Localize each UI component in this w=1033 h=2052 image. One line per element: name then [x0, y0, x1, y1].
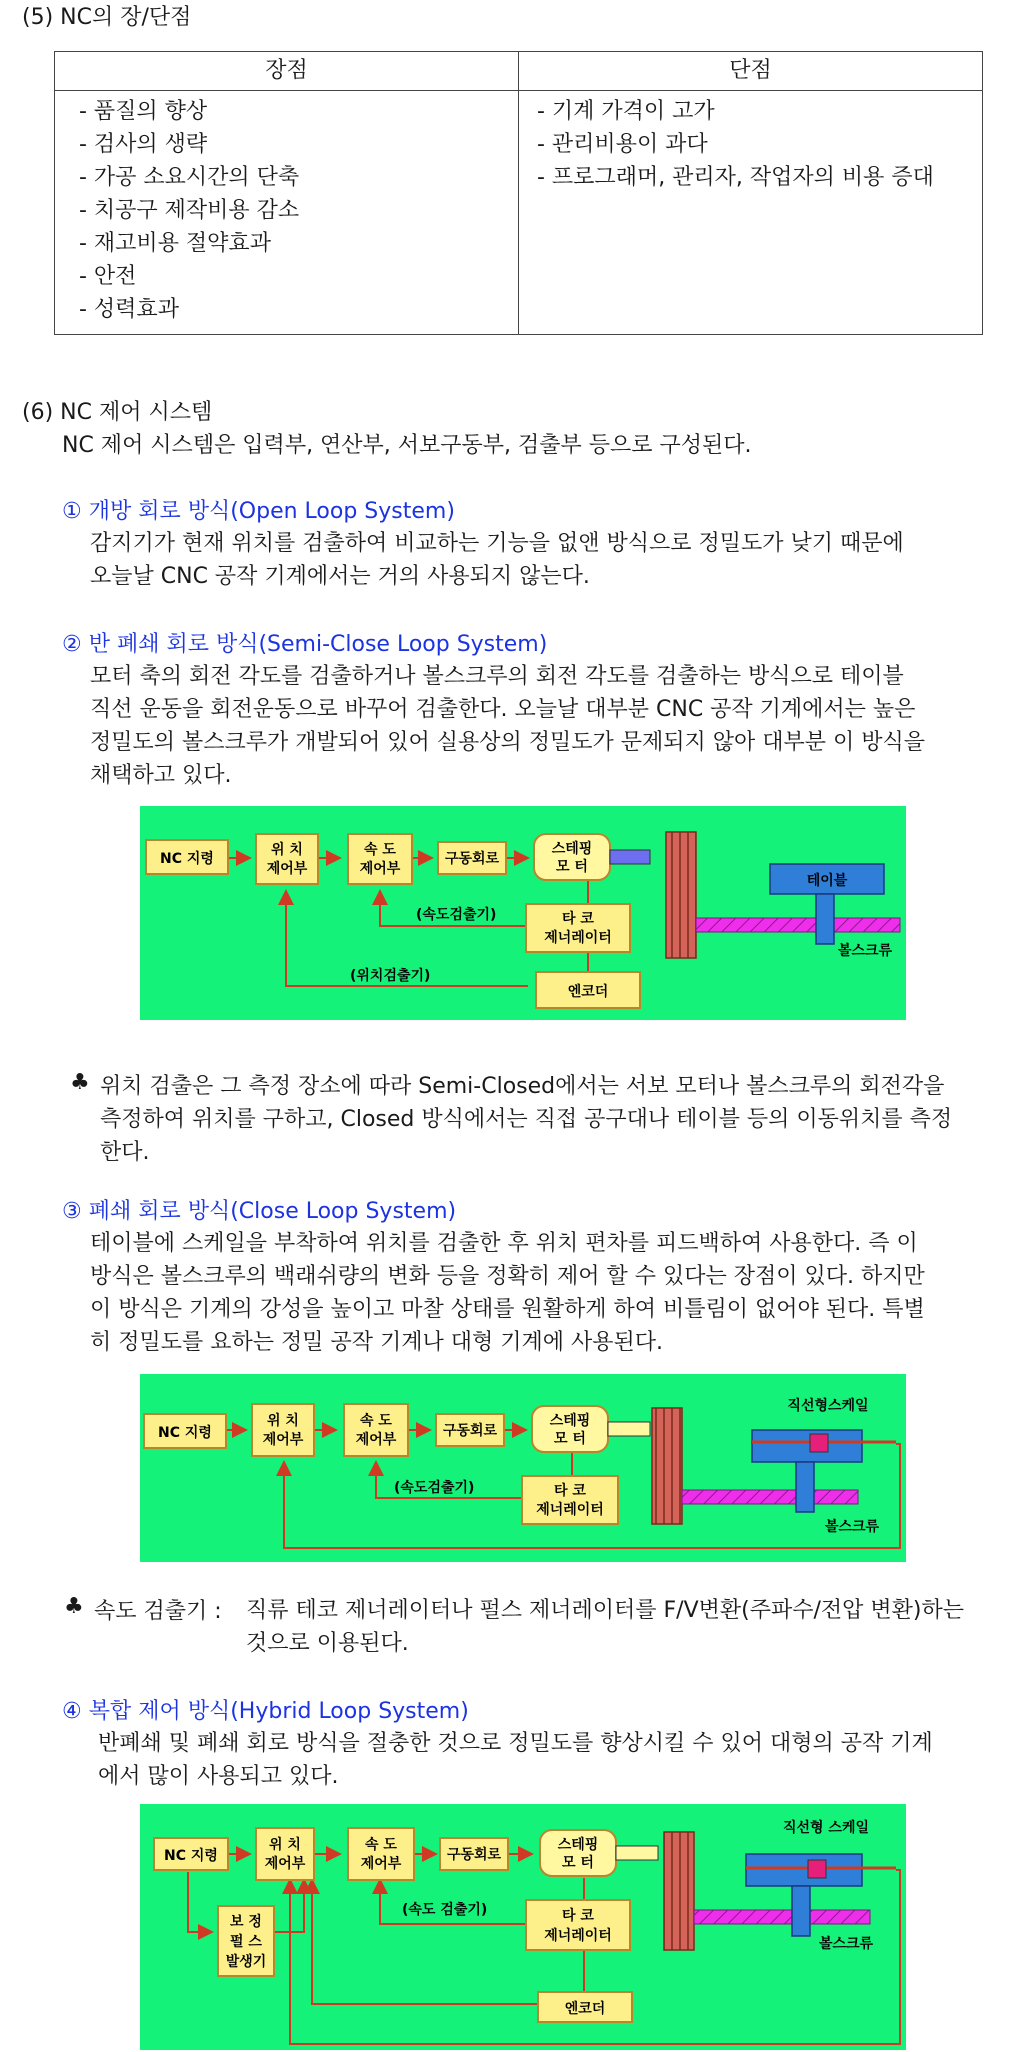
- speed-controller-label: 제어부: [355, 1432, 397, 1448]
- semi-loop-text: [90, 660, 925, 792]
- pros-cons-table: [54, 51, 983, 335]
- list-item: - 기계 가격이 고가: [537, 99, 715, 124]
- list-item: - 치공구 제작비용 감소: [79, 198, 300, 223]
- speed-detector-definition: [246, 1594, 964, 1660]
- text-line: 측정하여 위치를 구하고, Closed 방식에서는 직접 공구대나 테이블 등의 이동위치를 측정: [100, 1107, 953, 1132]
- text-line: 위치 검출은 그 측정 장소에 따라 Semi-Closed에서는 서보 모터나 볼스크루의 회전각을: [100, 1074, 945, 1099]
- section-6-intro: NC 제어 시스템은 입력부, 연산부, 서보구동부, 검출부 등으로 구성된다.: [62, 433, 752, 458]
- nc-command-label: NC 지령: [158, 1425, 212, 1441]
- ball-screw-label: 볼스크류: [818, 1936, 874, 1952]
- position-detector-label: (위치검출기): [350, 968, 431, 984]
- disadvantages-cell: [519, 91, 983, 335]
- semi-closed-loop-diagram: [140, 806, 906, 1020]
- linear-scale-label: 직선형스케일: [787, 1398, 869, 1414]
- club-bullet-icon: ♣: [64, 1594, 84, 1619]
- table-support: [816, 894, 834, 944]
- text-line: 테이블에 스케일을 부착하여 위치를 검출한 후 위치 편차를 피드백하여 사용한다. 즉 이: [90, 1231, 918, 1256]
- table-support: [792, 1886, 810, 1936]
- coupling: [666, 832, 696, 958]
- text-line: 감지기가 현재 위치를 검출하여 비교하는 기능을 없앤 방식으로 정밀도가 낮기 때문에: [90, 531, 904, 556]
- text-line: 모터 축의 회전 각도를 검출하거나 볼스크루의 회전 각도를 검출하는 방식으로 테이블: [90, 664, 904, 689]
- position-controller-label: 위 치: [267, 1413, 299, 1429]
- text-line: 정밀도의 볼스크루가 개발되어 있어 실용상의 정밀도가 문제되지 않아 대부분 이 방식을: [90, 730, 926, 755]
- motor-shaft: [610, 850, 650, 864]
- list-item: - 재고비용 절약효과: [79, 231, 271, 256]
- speed-controller-label: 제어부: [359, 861, 401, 877]
- drive-circuit-label: 구동회로: [444, 851, 500, 867]
- speed-detector-label: (속도검출기): [416, 907, 497, 923]
- text-line: 것으로 이용된다.: [246, 1631, 409, 1656]
- position-controller-label: 제어부: [266, 861, 308, 877]
- open-loop-text: [90, 527, 904, 593]
- list-item: - 관리비용이 과다: [537, 132, 708, 157]
- table-support: [796, 1462, 814, 1512]
- pulse-generator-label: 발생기: [225, 1954, 267, 1970]
- pulse-generator-label: 펄 스: [230, 1934, 262, 1950]
- list-item: - 가공 소요시간의 단축: [79, 165, 300, 190]
- text-line: 한다.: [100, 1140, 150, 1165]
- scale-reader: [808, 1860, 826, 1878]
- tacho-generator-label: 타 코: [562, 1908, 594, 1924]
- text-line: 오늘날 CNC 공작 기계에서는 거의 사용되지 않는다.: [90, 564, 590, 589]
- position-controller-label: 제어부: [262, 1432, 304, 1448]
- open-loop-heading: ① 개방 회로 방식(Open Loop System): [62, 499, 455, 524]
- tacho-generator-label: 제너레이터: [544, 930, 612, 946]
- ball-screw: [696, 918, 900, 932]
- text-line: 반폐쇄 및 폐쇄 회로 방식을 절충한 것으로 정밀도를 향상시킬 수 있어 대형의 공작 기계: [98, 1731, 933, 1756]
- stepping-motor-label: 스테핑: [557, 1837, 599, 1853]
- ball-screw-label: 볼스크류: [837, 943, 893, 959]
- stepping-motor-label: 스테핑: [551, 841, 593, 857]
- speed-detector-term: 속도 검출기 :: [94, 1599, 222, 1624]
- speed-controller-label: 제어부: [360, 1856, 402, 1872]
- text-line: 이 방식은 기계의 강성을 높이고 마찰 상태를 원활하게 하여 비틀림이 없어야 된다. 특별: [90, 1297, 925, 1322]
- position-controller-label: 위 치: [269, 1837, 301, 1853]
- encoder-label: 엔코더: [564, 2001, 606, 2017]
- list-item: - 안전: [79, 264, 137, 289]
- advantages-cell: [55, 91, 519, 335]
- tacho-generator-label: 제너레이터: [544, 1928, 612, 1944]
- text-line: 채택하고 있다.: [90, 763, 232, 788]
- semi-loop-heading: ② 반 폐쇄 회로 방식(Semi-Close Loop System): [62, 632, 548, 657]
- section-6-title: (6) NC 제어 시스템: [22, 400, 213, 425]
- list-item: - 성력효과: [79, 297, 179, 322]
- advantages-header: 장점: [55, 52, 519, 91]
- speed-controller-label: 속 도: [364, 842, 396, 858]
- drive-circuit-label: 구동회로: [446, 1847, 502, 1863]
- position-controller-box: [252, 1404, 314, 1456]
- note-position-detection: [100, 1070, 952, 1169]
- speed-controller-label: 속 도: [360, 1413, 392, 1429]
- stepping-motor-label: 모 터: [556, 859, 588, 875]
- section-5-title: (5) NC의 장/단점: [22, 5, 192, 30]
- text-line: 직류 테코 제너레이터나 펄스 제너레이터를 F/V변환(주파수/전압 변환)하는: [246, 1598, 964, 1623]
- hybrid-loop-heading: ④ 복합 제어 방식(Hybrid Loop System): [62, 1699, 469, 1724]
- speed-detector-label: (속도검출기): [394, 1480, 475, 1496]
- tacho-generator-label: 제너레이터: [536, 1502, 604, 1518]
- position-controller-label: 제어부: [264, 1856, 306, 1872]
- list-item: - 품질의 향상: [79, 99, 208, 124]
- text-line: 직선 운동을 회전운동으로 바꾸어 검출한다. 오늘날 대부분 CNC 공작 기계에서는 높은: [90, 697, 916, 722]
- table-label: 테이블: [806, 873, 848, 889]
- motor-shaft: [616, 1846, 658, 1860]
- ball-screw-label: 볼스크류: [824, 1519, 880, 1535]
- diagram-background: [140, 806, 906, 1020]
- text-line: 에서 많이 사용되고 있다.: [98, 1764, 339, 1789]
- motor-shaft: [608, 1422, 650, 1436]
- stepping-motor-label: 모 터: [562, 1855, 594, 1871]
- speed-controller-label: 속 도: [365, 1837, 397, 1853]
- encoder-label: 엔코더: [567, 984, 609, 1000]
- closed-loop-heading: ③ 폐쇄 회로 방식(Close Loop System): [62, 1199, 457, 1224]
- tacho-generator-label: 타 코: [562, 911, 594, 927]
- pulse-generator-label: 보 정: [230, 1914, 262, 1930]
- stepping-motor-label: 스테핑: [549, 1413, 591, 1429]
- position-controller-box: [256, 1828, 314, 1880]
- ball-screw: [682, 1490, 858, 1504]
- list-item: - 검사의 생략: [79, 132, 208, 157]
- drive-circuit-label: 구동회로: [442, 1423, 498, 1439]
- scale-reader: [810, 1434, 828, 1452]
- coupling: [664, 1832, 694, 1950]
- text-line: 히 정밀도를 요하는 정밀 공작 기계나 대형 기계에 사용된다.: [90, 1330, 663, 1355]
- speed-controller-box: [344, 1404, 408, 1456]
- stepping-motor-label: 모 터: [554, 1431, 586, 1447]
- club-bullet-icon: ♣: [70, 1070, 90, 1095]
- tacho-generator-label: 타 코: [554, 1483, 586, 1499]
- position-controller-label: 위 치: [271, 842, 303, 858]
- list-item: - 프로그래머, 관리자, 작업자의 비용 증대: [537, 165, 934, 190]
- text-line: 방식은 볼스크루의 백래쉬량의 변화 등을 정확히 제어 할 수 있다는 장점이 있다. 하지만: [90, 1264, 925, 1289]
- closed-loop-diagram: [140, 1374, 906, 1562]
- coupling: [652, 1408, 682, 1524]
- hybrid-loop-diagram: [140, 1804, 906, 2050]
- speed-detector-label: (속도 검출기): [402, 1902, 488, 1918]
- hybrid-loop-text: [98, 1727, 933, 1793]
- nc-command-label: NC 지령: [160, 851, 214, 867]
- linear-scale-label: 직선형 스케일: [782, 1820, 870, 1836]
- speed-controller-box: [348, 1828, 414, 1880]
- table-block: [752, 1430, 862, 1462]
- disadvantages-header: 단점: [519, 52, 983, 91]
- nc-command-label: NC 지령: [164, 1848, 218, 1864]
- closed-loop-text: [90, 1227, 925, 1359]
- ball-screw: [694, 1910, 870, 1924]
- table-block: [746, 1854, 862, 1886]
